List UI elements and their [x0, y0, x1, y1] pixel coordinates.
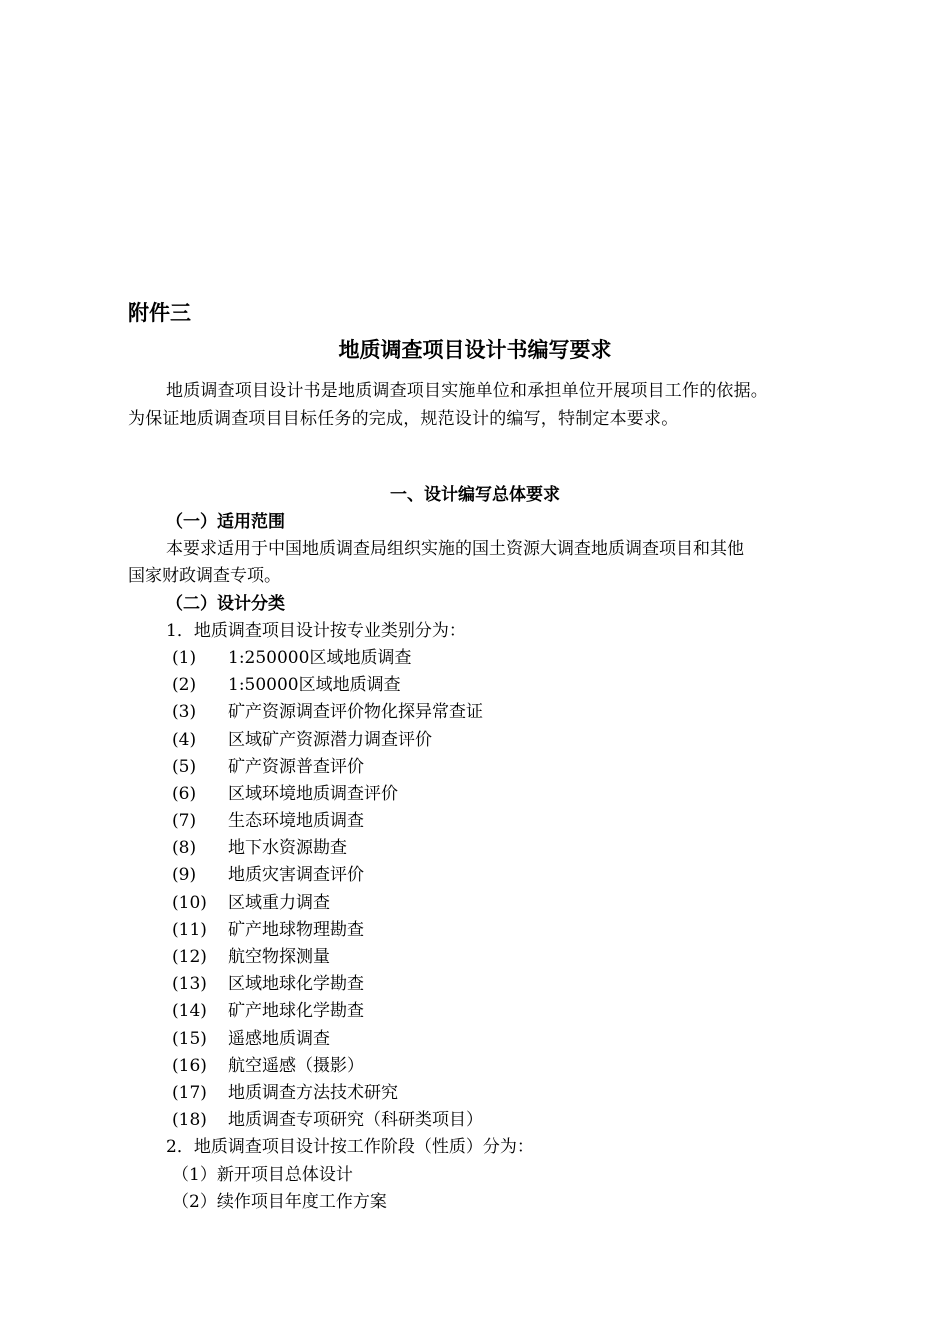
- intro-line-2: 为保证地质调查项目目标任务的完成，规范设计的编写，特制定本要求。: [128, 409, 679, 429]
- list-item-text: 地质调查专项研究（科研类项目）: [228, 1110, 483, 1131]
- list-item-text: 区域环境地质调查评价: [228, 783, 398, 804]
- list-item-number: (6): [172, 783, 197, 804]
- list-item-number: (4): [172, 729, 197, 750]
- list-item-number: (10): [172, 892, 207, 913]
- list-item: [128, 862, 840, 889]
- list-item: [128, 998, 840, 1025]
- intro-line-1: 地质调查项目设计书是地质调查项目实施单位和承担单位开展项目工作的依据。: [166, 381, 768, 401]
- list-item-text: 区域重力调查: [228, 892, 330, 913]
- section-body: [128, 509, 840, 1216]
- scope-line-1: 本要求适用于中国地质调查局组织实施的国土资源大调查地质调查项目和其他: [166, 539, 744, 560]
- list-item-text: 1:50000区域地质调查: [228, 675, 401, 696]
- annex-label: 附件三: [128, 301, 191, 325]
- list-item: [128, 645, 840, 672]
- list-item: [128, 835, 840, 862]
- document-title: 地质调查项目设计书编写要求: [338, 338, 612, 362]
- list-item-number: (14): [172, 1001, 207, 1022]
- list-item-text: 矿产资源普查评价: [228, 756, 364, 777]
- list-item-number: (1): [172, 647, 197, 668]
- list-item: [128, 1053, 840, 1080]
- list-item-number: (15): [172, 1028, 207, 1049]
- list-item-number: (7): [172, 811, 197, 832]
- list-item: [128, 781, 840, 808]
- list-item-number: (2): [172, 675, 197, 696]
- list-item-text: 矿产资源调查评价物化探异常查证: [228, 702, 483, 723]
- classification-by-profession: 1．地质调查项目设计按专业类别分为：: [166, 620, 466, 641]
- list-item: [128, 672, 840, 699]
- list-item-number: (16): [172, 1055, 207, 1076]
- list-item-text: 航空物探测量: [228, 947, 330, 967]
- list-item-text: 区域矿产资源潜力调查评价: [228, 729, 432, 750]
- list-item-number: (18): [172, 1110, 207, 1131]
- list-item: [128, 699, 840, 726]
- list-item-text: 矿产地球化学勘查: [228, 1001, 364, 1022]
- stage-item: （2）续作项目年度工作方案: [172, 1191, 387, 1212]
- classification-heading: （二）设计分类: [166, 593, 285, 614]
- list-item: [128, 1107, 840, 1134]
- list-item: [128, 971, 840, 998]
- list-item-text: 航空遥感（摄影）: [228, 1055, 364, 1076]
- list-item: [128, 944, 840, 971]
- list-item: [128, 917, 840, 944]
- list-item-text: 遥感地质调查: [228, 1028, 330, 1049]
- classification-by-stage: 2．地质调查项目设计按工作阶段（性质）分为：: [166, 1137, 534, 1158]
- list-item-number: (11): [172, 919, 207, 940]
- list-item: [128, 727, 840, 754]
- list-item-number: (5): [172, 756, 197, 777]
- list-item-number: (8): [172, 838, 197, 859]
- list-item: [128, 1026, 840, 1053]
- stage-item: （1）新开项目总体设计: [172, 1164, 353, 1185]
- list-item-number: (12): [172, 947, 207, 967]
- list-item: [128, 890, 840, 917]
- list-item-number: (13): [172, 974, 207, 995]
- profession-list: [128, 645, 840, 1134]
- scope-line-2: 国家财政调查专项。: [128, 566, 281, 587]
- list-item-number: (9): [172, 865, 197, 886]
- list-item-number: (3): [172, 702, 197, 723]
- scope-heading: （一）适用范围: [166, 512, 285, 532]
- list-item: [128, 1080, 840, 1107]
- list-item-text: 1:250000区域地质调查: [228, 647, 412, 668]
- list-item-text: 矿产地球物理勘查: [228, 919, 364, 940]
- list-item-text: 区域地球化学勘查: [228, 974, 364, 995]
- section-title: 一、设计编写总体要求: [390, 485, 560, 505]
- list-item-text: 地下水资源勘查: [228, 838, 347, 859]
- intro-paragraph: [128, 377, 840, 433]
- list-item-text: 地质灾害调查评价: [228, 865, 364, 886]
- list-item-text: 生态环境地质调查: [228, 811, 364, 832]
- list-item-number: (17): [172, 1082, 207, 1103]
- list-item-text: 地质调查方法技术研究: [228, 1082, 398, 1103]
- list-item: [128, 754, 840, 781]
- list-item: [128, 808, 840, 835]
